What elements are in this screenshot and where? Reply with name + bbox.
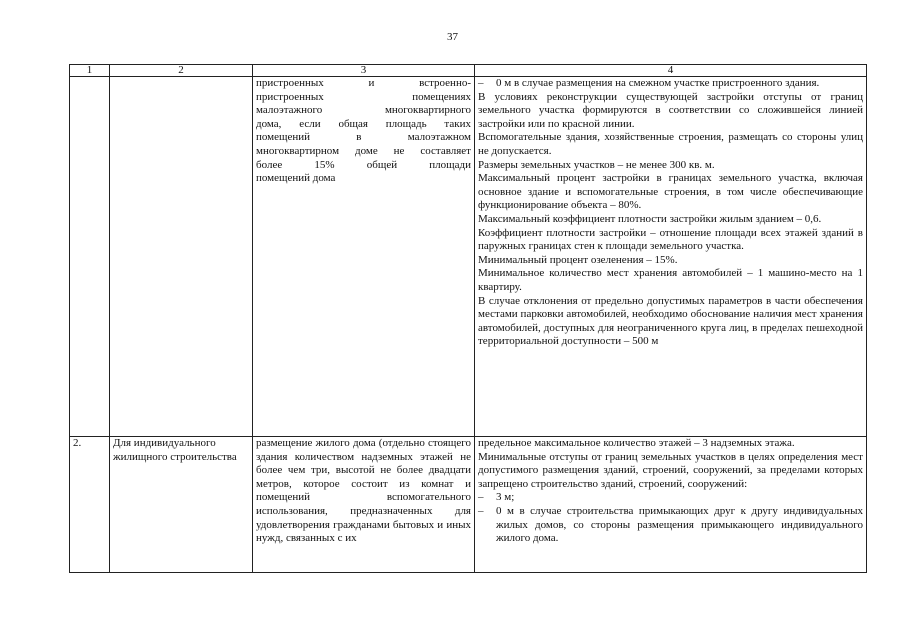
header-cell-3: 3 <box>253 65 475 77</box>
regulations-table <box>69 64 867 573</box>
parameter-paragraph: Размеры земельных участков – не менее 300 кв. м. <box>478 158 715 171</box>
parameter-paragraph: предельное максимальное количество этажей – 3 надземных этажа. <box>478 437 795 449</box>
row2-use-type-cell: Для индивидуального жилищного строительства <box>110 437 253 573</box>
row1-number-cell <box>70 77 110 437</box>
parameter-paragraph: Максимальный процент застройки в границах земельного участка, включая основное здание и вспомогательные строения, в том числе обеспечивающие функционирование объекта – 80%. <box>478 172 863 212</box>
dash-item-text: 3 м; <box>496 491 515 504</box>
description-line: помещений в малоэтажном <box>256 131 471 144</box>
parameter-paragraph: В случае отклонения от предельно допустимых параметров в части обеспечения местами парковки автомобилей, необходимо обоснование наличия мест хранения автомобилей, доступных для неограниченного круга лиц, в пределах пешеходной территориальной доступности – 500 м <box>478 294 863 348</box>
row2-number-cell: 2. <box>70 437 110 573</box>
description-line: многоквартирном доме не составляет <box>256 144 471 157</box>
parameter-paragraph: Максимальный коэффициент плотности застройки жилым зданием – 0,6. <box>478 212 822 225</box>
parameter-paragraph: Минимальные отступы от границ земельных участков в целях определения мест допустимого размещения зданий, строений, сооружений, за пределами которых запрещено строительство зданий, строений, сооружений: <box>478 450 863 490</box>
parameter-paragraph: Коэффициент плотности застройки – отношение площади всех этажей зданий в паружных границах стен к площади земельного участка. <box>478 226 863 253</box>
description-line: пристроенных помещениях <box>256 90 471 103</box>
parameter-paragraph: Минимальный процент озеленения – 15%. <box>478 253 678 266</box>
dash-list-item <box>478 491 863 505</box>
table-row <box>70 77 867 437</box>
table-header-row <box>70 65 867 77</box>
dash-marker: – <box>478 491 484 504</box>
header-cell-1: 1 <box>70 65 110 77</box>
header-cell-2: 2 <box>110 65 253 77</box>
row2-description-cell: размещение жилого дома (отдельно стоящего здания количеством надземных этажей не более чем три, высотой не более двадцати метров, которое состоит из комнат и помещений вспомогательного использования, предназначенных для удовлетворения гражданами бытовых и иных нужд, связанных с их <box>253 437 475 573</box>
table-row <box>70 437 867 573</box>
row1-description-cell <box>253 77 475 437</box>
dash-marker: – <box>478 504 484 517</box>
description-line: малоэтажного многоквартирного <box>256 104 471 117</box>
dash-item-text: 0 м в случае строительства примыкающих друг к другу индивидуальных жилых домов, со стороны размещения примыкающего индивидуального жилого дома. <box>496 504 863 545</box>
parameter-paragraph: В условиях реконструкции существующей застройки отступы от границ земельного участка формируются в соответствии со сложившейся линией застройки или по красной линии. <box>478 90 863 130</box>
description-line: пристроенных и встроенно- <box>256 77 471 89</box>
dash-list-item <box>478 77 863 91</box>
row1-parameters-cell <box>475 77 867 437</box>
dash-marker: – <box>478 77 484 89</box>
parameter-paragraph: Вспомогательные здания, хозяйственные строения, размещать со стороны улиц не допускается. <box>478 131 863 157</box>
description-line: более 15% общей площади <box>256 158 471 171</box>
header-cell-4: 4 <box>475 65 867 77</box>
dash-item-text: 0 м в случае размещения на смежном участке пристроенного здания. <box>496 77 820 89</box>
page-number: 37 <box>447 31 458 43</box>
row2-parameters-cell <box>475 437 867 573</box>
description-line: дома, если общая площадь таких <box>256 117 471 130</box>
parameter-paragraph: Минимальное количество мест хранения автомобилей – 1 машино-место на 1 квартиру. <box>478 267 863 293</box>
row1-use-type-cell <box>110 77 253 437</box>
dash-list-item <box>478 505 863 546</box>
description-line: помещений дома <box>256 172 336 185</box>
